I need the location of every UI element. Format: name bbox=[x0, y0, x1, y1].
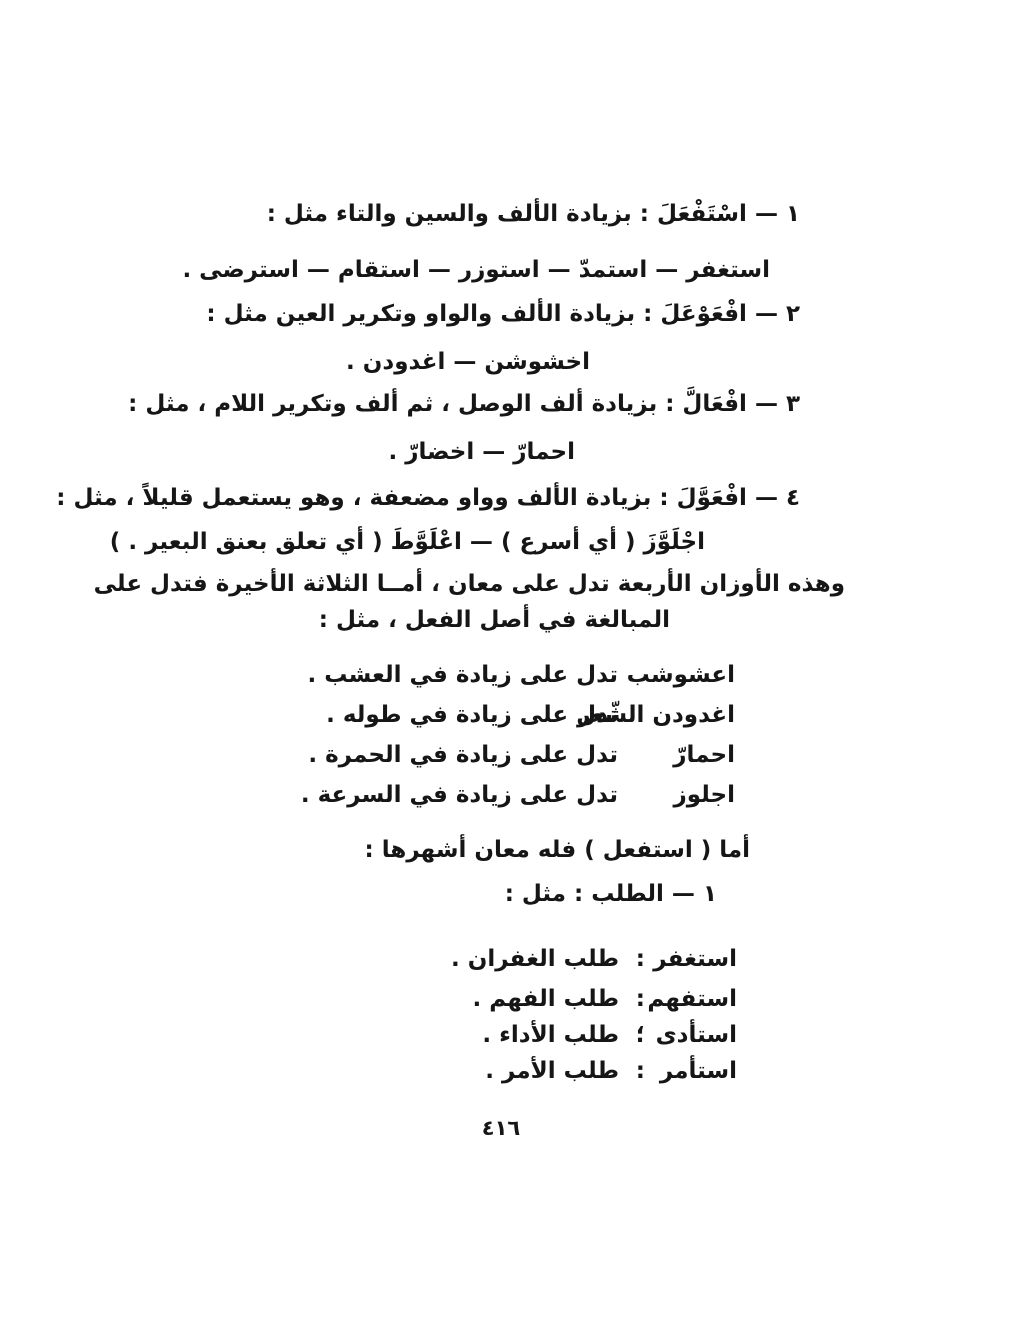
request-form: استأدى bbox=[655, 1022, 737, 1048]
form-definition-4: ٤ — افْعَوَّلَ : بزيادة الألف وواو مضعفة ، وهو يستعمل قليلاً ، مثل : bbox=[56, 485, 800, 511]
page-number: ٤١٦ bbox=[481, 1116, 521, 1140]
request-meaning: طلب الفهم . bbox=[472, 986, 619, 1012]
request-row bbox=[485, 1058, 737, 1084]
form-definition-1: ١ — اسْتَفْعَلَ : بزيادة الألف والسين والتاء مثل : bbox=[266, 201, 800, 227]
request-meaning: طلب الأمر . bbox=[485, 1058, 619, 1084]
form-definition-2: ٢ — افْعَوْعَلَ : بزيادة الألف والواو وتكرير العين مثل : bbox=[206, 301, 800, 327]
request-separator: : bbox=[635, 986, 645, 1012]
meaning-text: تدل على زيادة في العشب . bbox=[307, 662, 618, 688]
meaning-text: تدل على زيادة في الحمرة . bbox=[308, 742, 618, 768]
form-example-2: اخشوشن — اغدودن . bbox=[346, 349, 590, 375]
meaning-form: اغدودن الشّعر bbox=[577, 702, 735, 728]
paragraph-line-2: المبالغة في أصل الفعل ، مثل : bbox=[318, 607, 670, 633]
talab-heading: ١ — الطلب : مثل : bbox=[504, 881, 717, 907]
request-form: استأمر bbox=[659, 1058, 737, 1084]
request-row bbox=[482, 1022, 737, 1048]
request-meaning: طلب الغفران . bbox=[450, 946, 619, 972]
meaning-text: تدل على زيادة في السرعة . bbox=[300, 782, 618, 808]
request-form: استفهم bbox=[647, 986, 737, 1012]
request-row bbox=[451, 946, 737, 972]
meaning-row bbox=[301, 782, 735, 808]
form-example-1: استغفر — استمدّ — استوزر — استقام — استرضى . bbox=[182, 257, 770, 283]
meaning-form: اعشوشب bbox=[626, 662, 735, 688]
request-separator: : bbox=[635, 946, 645, 972]
meaning-row bbox=[326, 702, 735, 728]
form-example-3: احمارّ — اخضارّ . bbox=[388, 439, 575, 465]
paragraph-line-1: وهذه الأوزان الأربعة تدل على معان ، أمــا الثلاثة الأخيرة فتدل على bbox=[93, 571, 845, 597]
request-meaning: طلب الأداء . bbox=[482, 1022, 619, 1048]
request-separator: : bbox=[635, 1058, 645, 1084]
meaning-row bbox=[308, 662, 736, 688]
meaning-text: تدل على زيادة في طوله . bbox=[326, 702, 618, 728]
request-form: استغفر bbox=[653, 946, 737, 972]
meaning-row bbox=[308, 742, 735, 768]
amma-heading: أما ( استفعل ) فله معان أشهرها : bbox=[364, 837, 750, 863]
meaning-form: احمارّ bbox=[673, 742, 735, 768]
form-example-4: اجْلَوَّزَ ( أي أسرع ) — اعْلَوَّطَ ( أي تعلق بعنق البعير . ) bbox=[109, 529, 705, 555]
meaning-form: اجلوز bbox=[673, 782, 735, 808]
request-row bbox=[473, 986, 737, 1012]
request-separator: ؛ bbox=[635, 1022, 645, 1048]
form-definition-3: ٣ — افْعَالَّ : بزيادة ألف الوصل ، ثم ألف وتكرير اللام ، مثل : bbox=[128, 391, 800, 417]
